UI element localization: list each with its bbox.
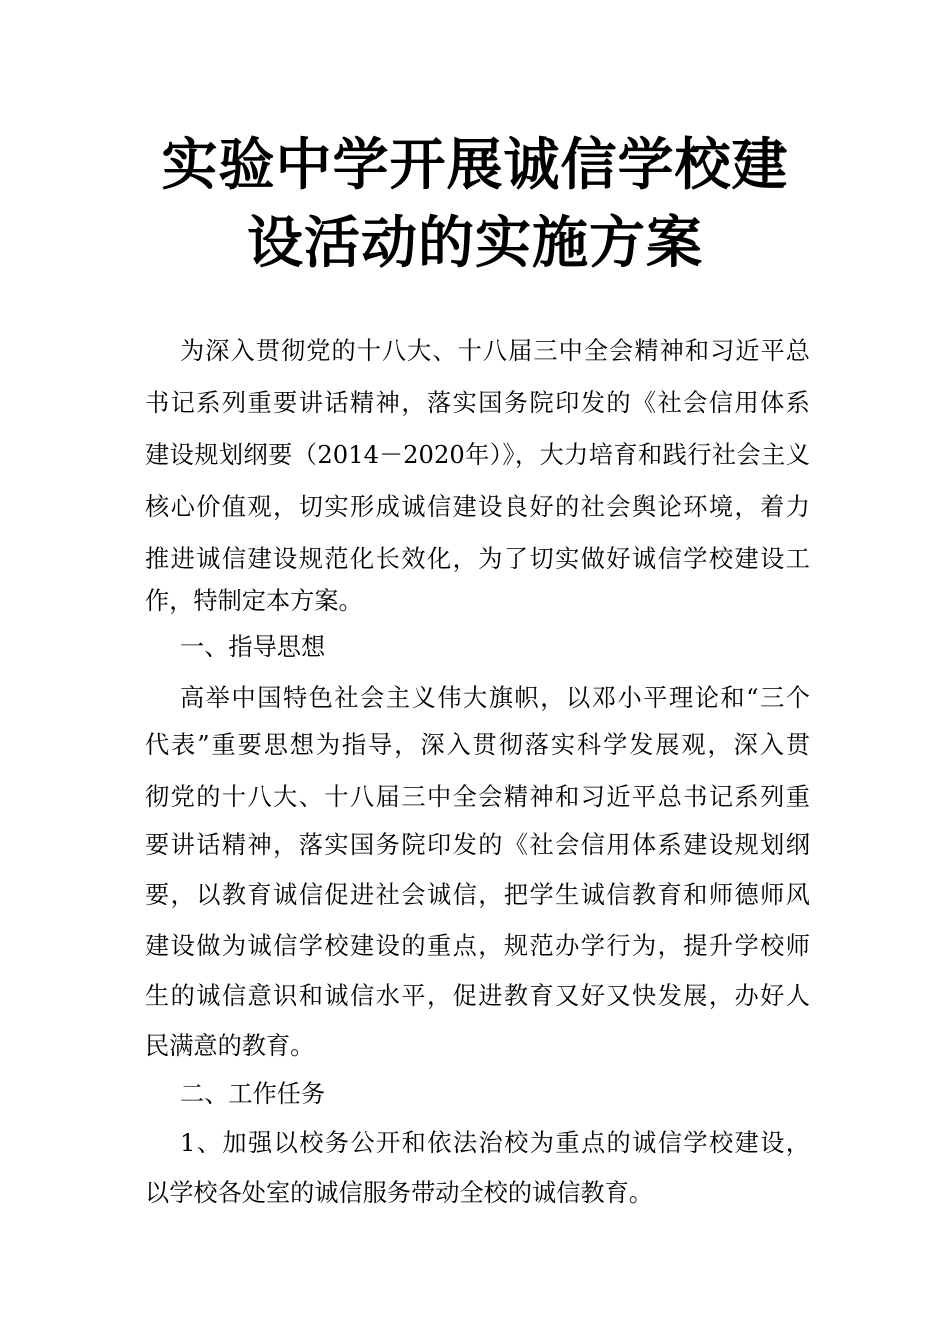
- document-title-line-1: 实验中学开展诚信学校建: [161, 133, 789, 198]
- guiding-paragraph-line: 要，以教育诚信促进社会诚信，把学生诚信教育和师德师风: [145, 881, 810, 909]
- guiding-paragraph-line: 建设做为诚信学校建设的重点，规范办学行为，提升学校师: [145, 932, 810, 960]
- section-heading-work-tasks: 二、工作任务: [180, 1080, 326, 1108]
- task-paragraph-line: 1、加强以校务公开和依法治校为重点的诚信学校建设，: [180, 1129, 810, 1157]
- guiding-paragraph-line: 代表”重要思想为指导，深入贯彻落实科学发展观，深入贯: [145, 731, 810, 759]
- guiding-paragraph-line: 民满意的教育。: [145, 1032, 315, 1060]
- intro-paragraph-line: 作，特制定本方案。: [145, 587, 363, 615]
- intro-paragraph-line: 建设规划纲要（2014－2020年）》，大力培育和践行社会主义: [145, 441, 810, 469]
- guiding-paragraph-line: 彻党的十八大、十八届三中全会精神和习近平总书记系列重: [145, 783, 810, 811]
- task-paragraph-line: 以学校各处室的诚信服务带动全校的诚信教育。: [145, 1179, 653, 1207]
- intro-paragraph-line: 核心价值观，切实形成诚信建设良好的社会舆论环境，着力: [145, 493, 810, 521]
- section-heading-guiding-thought: 一、指导思想: [180, 633, 326, 661]
- guiding-paragraph-line: 要讲话精神，落实国务院印发的《社会信用体系建设规划纲: [145, 831, 810, 859]
- intro-paragraph-line: 书记系列重要讲话精神，落实国务院印发的《社会信用体系: [145, 389, 810, 417]
- intro-paragraph-line: 推进诚信建设规范化长效化，为了切实做好诚信学校建设工: [145, 545, 810, 573]
- intro-paragraph-line: 为深入贯彻党的十八大、十八届三中全会精神和习近平总: [180, 337, 810, 365]
- guiding-paragraph-line: 高举中国特色社会主义伟大旗帜，以邓小平理论和“三个: [180, 684, 810, 712]
- document-title-line-2: 设活动的实施方案: [247, 211, 703, 276]
- guiding-paragraph-line: 生的诚信意识和诚信水平，促进教育又好又快发展，办好人: [145, 982, 810, 1010]
